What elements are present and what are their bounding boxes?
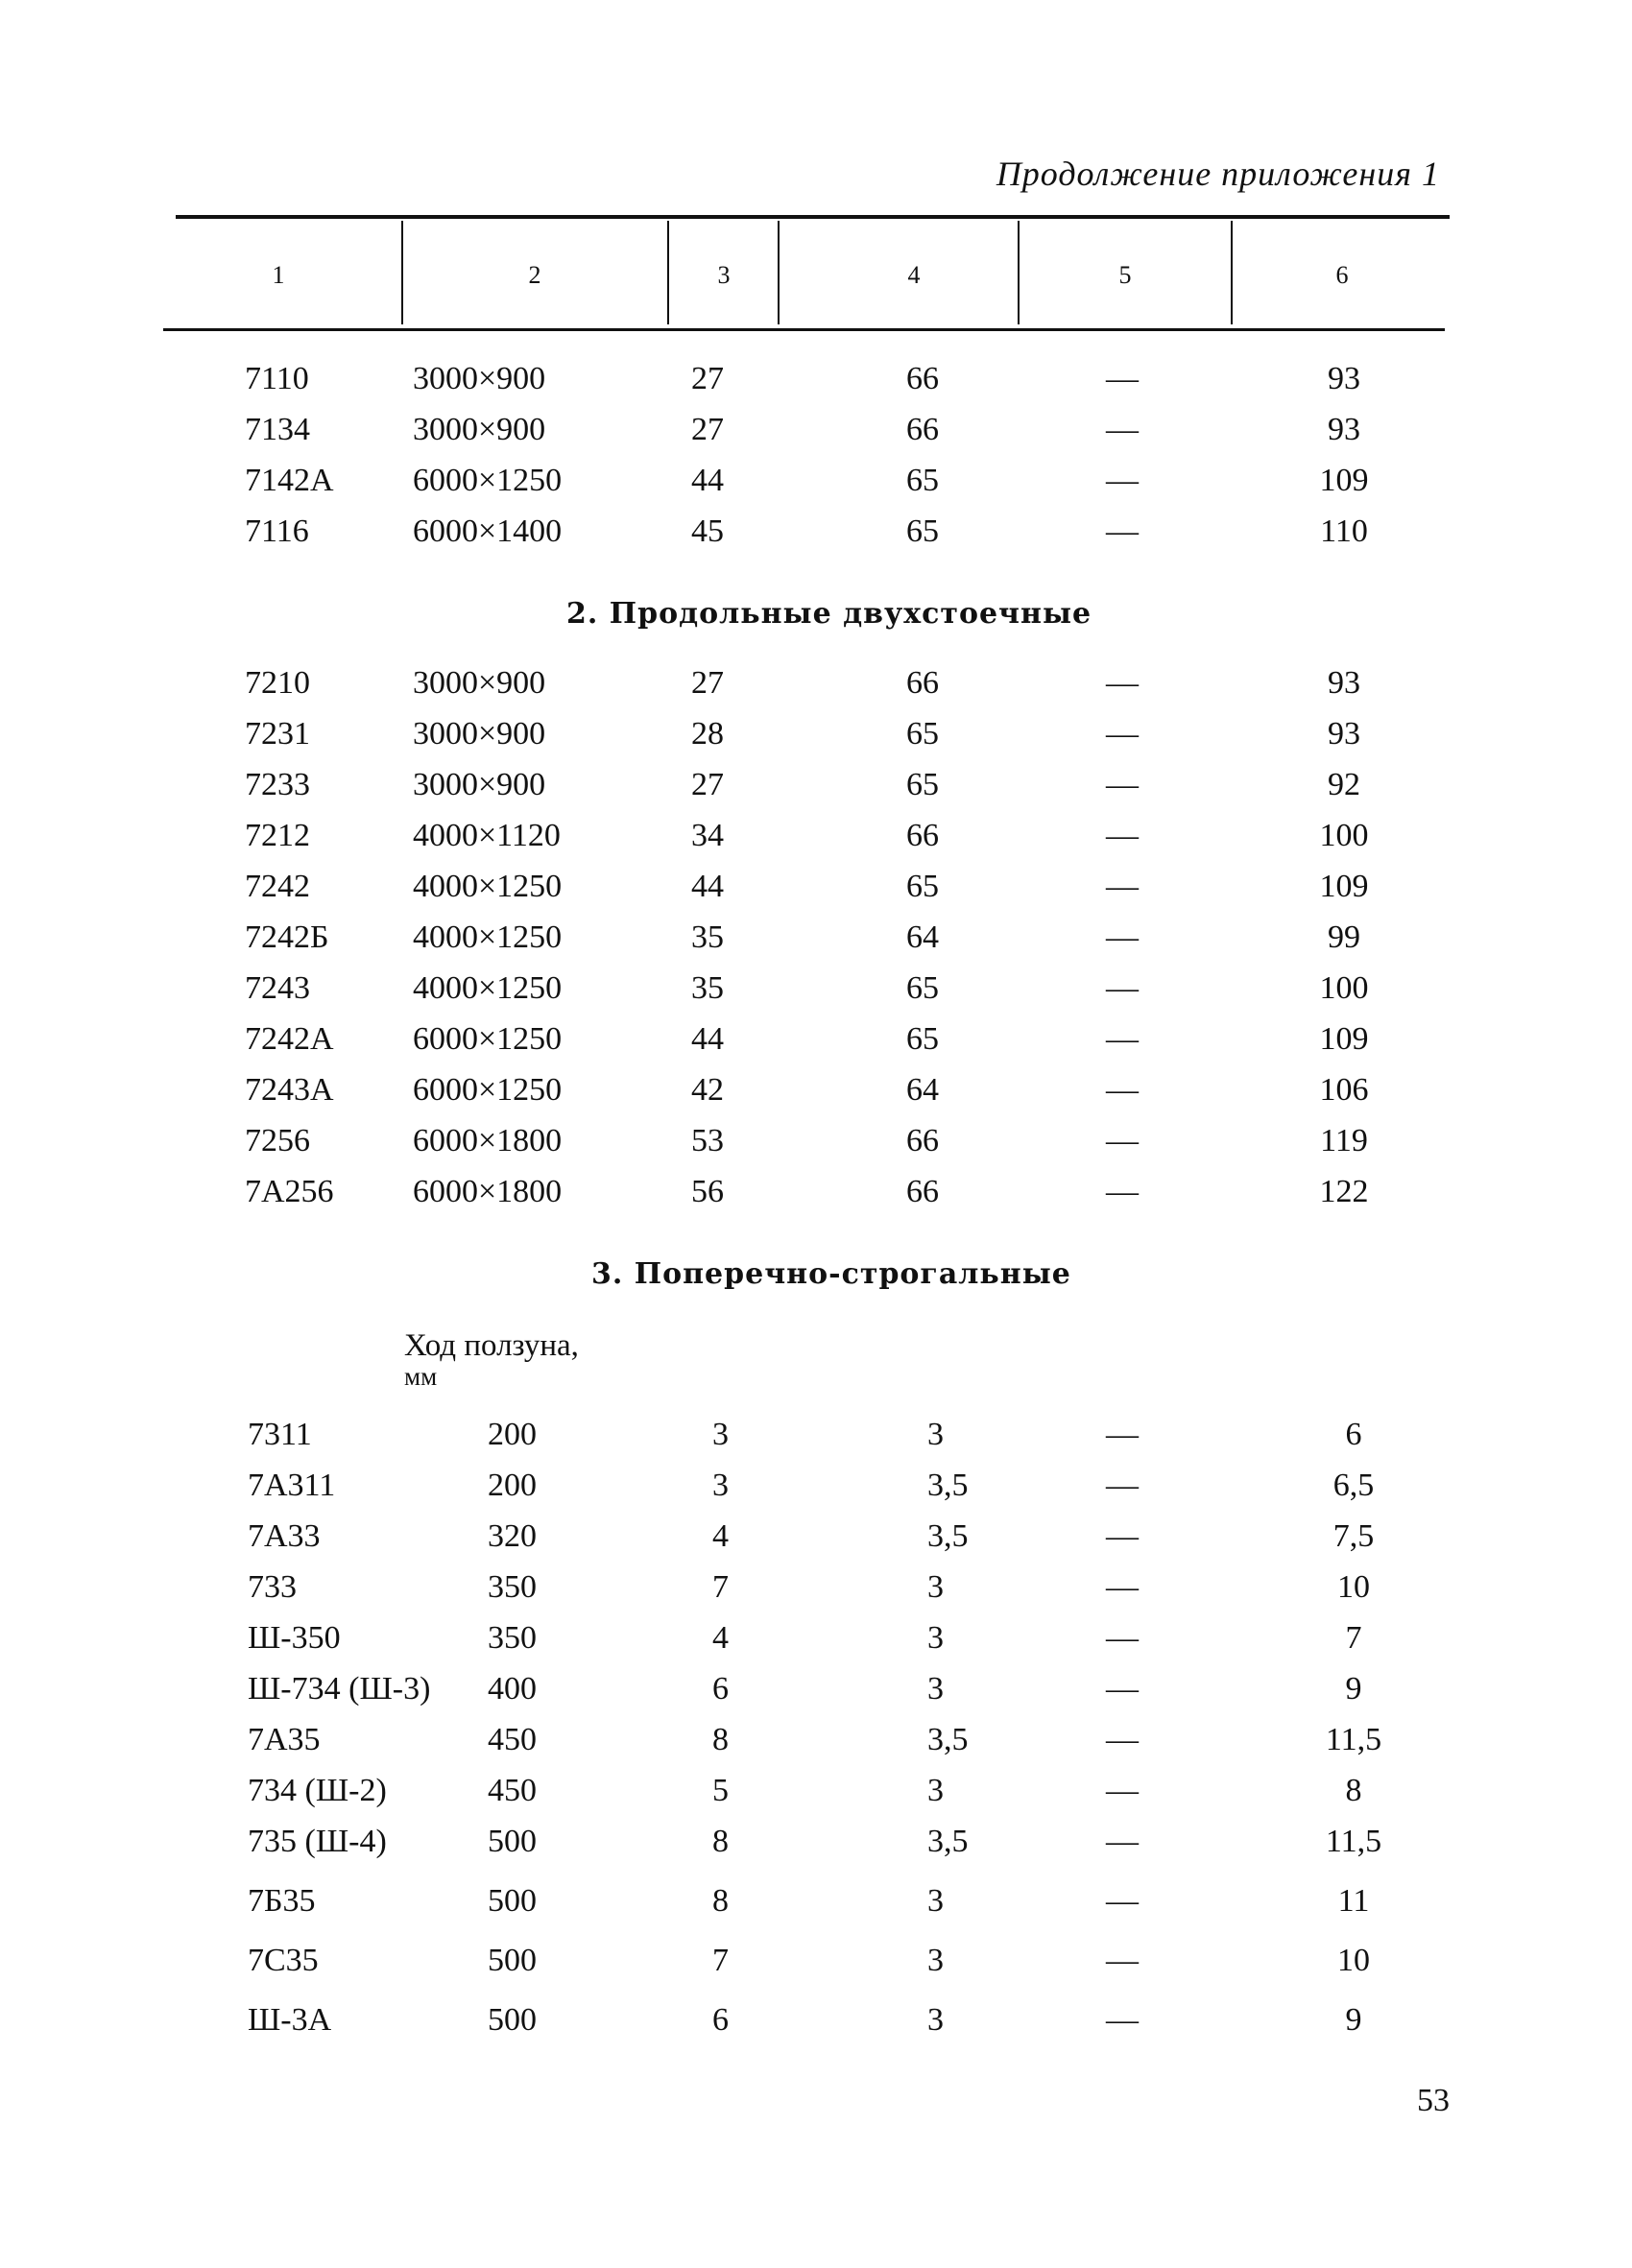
table-cell-col2: 6000×1800 <box>413 1123 563 1158</box>
table-cell-col4: 3 <box>927 1773 944 1808</box>
table-cell-col5: — <box>1106 716 1139 752</box>
table-cell-col3: 6 <box>712 2002 729 2038</box>
table-row <box>0 1072 1632 1123</box>
table-cell-col2: 6000×1800 <box>413 1174 563 1209</box>
table-cell-col6: 10 <box>1337 1569 1370 1605</box>
table-cell-col6: 100 <box>1319 970 1369 1006</box>
table-cell-col3: 8 <box>712 1883 729 1919</box>
table-cell-col6: 93 <box>1328 665 1360 701</box>
table-cell-col6: 6 <box>1345 1417 1362 1452</box>
table-cell-col4: 3,5 <box>927 1824 969 1859</box>
table-row <box>0 1021 1632 1072</box>
stroke-subheader-unit: мм <box>404 1361 438 1391</box>
table-cell-col4: 66 <box>906 361 939 396</box>
table-cell-col1: 7242Б <box>245 919 329 955</box>
table-cell-col6: 106 <box>1319 1072 1369 1108</box>
table-cell-col6: 9 <box>1345 2002 1362 2038</box>
table-cell-col3: 27 <box>691 665 724 701</box>
table-cell-col4: 3 <box>927 1943 944 1978</box>
table-row <box>0 665 1632 716</box>
table-cell-col5: — <box>1106 1722 1139 1757</box>
table-row <box>0 1569 1632 1620</box>
table-row <box>0 1824 1632 1874</box>
table-cell-col4: 65 <box>906 767 939 802</box>
table-header-rule <box>163 328 1445 331</box>
column-header-6: 6 <box>1335 261 1349 289</box>
table-row <box>0 412 1632 463</box>
table-cell-col4: 65 <box>906 513 939 549</box>
table-cell-col1: 7142А <box>245 463 334 498</box>
table-row <box>0 1174 1632 1225</box>
table-cell-col5: — <box>1106 412 1139 447</box>
column-header-5: 5 <box>1118 261 1132 289</box>
table-cell-col5: — <box>1106 970 1139 1006</box>
table-cell-col6: 100 <box>1319 818 1369 853</box>
table-cell-col5: — <box>1106 1174 1139 1209</box>
table-cell-col3: 28 <box>691 716 724 752</box>
table-cell-col6: 109 <box>1319 1021 1369 1057</box>
table-cell-col2: 4000×1250 <box>413 869 563 904</box>
table-cell-col1: 7242 <box>245 869 310 904</box>
table-cell-col5: — <box>1106 1883 1139 1919</box>
table-row <box>0 1943 1632 1993</box>
table-row <box>0 869 1632 919</box>
table-row <box>0 1123 1632 1174</box>
table-cell-col4: 66 <box>906 818 939 853</box>
table-cell-col5: — <box>1106 1569 1139 1605</box>
table-cell-col1: 7110 <box>245 361 309 396</box>
table-cell-col5: — <box>1106 513 1139 549</box>
table-cell-col1: 7256 <box>245 1123 310 1158</box>
table-cell-col1: 7134 <box>245 412 310 447</box>
table-cell-col4: 3 <box>927 1671 944 1707</box>
table-row <box>0 919 1632 970</box>
section-title-2: 2. Продольные двухстоечные <box>566 597 1092 631</box>
table-cell-col4: 3 <box>927 1883 944 1919</box>
continuation-caption: Продолжение приложения 1 <box>996 155 1440 193</box>
table-row <box>0 1468 1632 1518</box>
table-cell-col5: — <box>1106 463 1139 498</box>
table-cell-col5: — <box>1106 818 1139 853</box>
table-cell-col5: — <box>1106 767 1139 802</box>
table-row <box>0 1722 1632 1773</box>
table-cell-col3: 27 <box>691 767 724 802</box>
table-cell-col6: 93 <box>1328 716 1360 752</box>
table-cell-col4: 64 <box>906 919 939 955</box>
table-cell-col6: 99 <box>1328 919 1360 955</box>
table-cell-col4: 3 <box>927 1620 944 1656</box>
table-cell-col1: 7А256 <box>245 1174 334 1209</box>
table-cell-col4: 65 <box>906 716 939 752</box>
table-cell-col1: 7212 <box>245 818 310 853</box>
table-cell-col3: 8 <box>712 1722 729 1757</box>
table-cell-col4: 3,5 <box>927 1518 969 1554</box>
table-cell-col2: 350 <box>488 1569 537 1605</box>
table-cell-col5: — <box>1106 1620 1139 1656</box>
section-title-3: 3. Поперечно-строгальные <box>591 1257 1071 1291</box>
table-cell-col1: Ш-350 <box>248 1620 341 1656</box>
table-row <box>0 818 1632 869</box>
table-row <box>0 1518 1632 1569</box>
table-row <box>0 716 1632 767</box>
table-cell-col3: 34 <box>691 818 724 853</box>
table-cell-col2: 500 <box>488 1943 537 1978</box>
table-cell-col2: 4000×1120 <box>413 818 561 853</box>
table-cell-col4: 64 <box>906 1072 939 1108</box>
table-cell-col2: 450 <box>488 1722 537 1757</box>
table-cell-col1: 7С35 <box>248 1943 319 1978</box>
table-cell-col1: 7А33 <box>248 1518 321 1554</box>
table-cell-col1: 7231 <box>245 716 310 752</box>
table-cell-col2: 200 <box>488 1468 537 1503</box>
table-cell-col3: 27 <box>691 412 724 447</box>
table-cell-col4: 66 <box>906 1123 939 1158</box>
table-cell-col6: 11,5 <box>1325 1722 1382 1757</box>
table-cell-col3: 7 <box>712 1569 729 1605</box>
column-divider <box>401 221 403 324</box>
table-cell-col6: 119 <box>1320 1123 1368 1158</box>
table-row <box>0 970 1632 1021</box>
table-cell-col2: 3000×900 <box>413 665 546 701</box>
table-cell-col1: 735 (Ш-4) <box>248 1824 387 1859</box>
column-header-2: 2 <box>528 261 541 289</box>
table-cell-col3: 56 <box>691 1174 724 1209</box>
stroke-subheader-label: Ход ползуна, <box>404 1328 579 1363</box>
table-cell-col2: 3000×900 <box>413 412 546 447</box>
table-cell-col3: 44 <box>691 463 724 498</box>
table-cell-col3: 35 <box>691 919 724 955</box>
table-cell-col1: 7Б35 <box>248 1883 316 1919</box>
table-row <box>0 1883 1632 1934</box>
table-cell-col1: 7210 <box>245 665 310 701</box>
table-cell-col6: 10 <box>1337 1943 1370 1978</box>
table-cell-col2: 3000×900 <box>413 361 546 396</box>
table-cell-col4: 3 <box>927 1569 944 1605</box>
table-cell-col2: 450 <box>488 1773 537 1808</box>
table-cell-col2: 6000×1250 <box>413 1021 563 1057</box>
table-cell-col1: 7311 <box>248 1417 312 1452</box>
table-cell-col2: 3000×900 <box>413 767 546 802</box>
table-cell-col3: 42 <box>691 1072 724 1108</box>
table-cell-col2: 500 <box>488 1824 537 1859</box>
table-cell-col1: 7116 <box>245 513 309 549</box>
table-cell-col1: 7А311 <box>248 1468 336 1503</box>
table-cell-col1: 7233 <box>245 767 310 802</box>
page-number: 53 <box>1417 2083 1450 2118</box>
table-cell-col5: — <box>1106 1824 1139 1859</box>
table-cell-col5: — <box>1106 1671 1139 1707</box>
table-cell-col6: 92 <box>1328 767 1360 802</box>
table-cell-col3: 4 <box>712 1620 729 1656</box>
table-cell-col6: 11,5 <box>1325 1824 1382 1859</box>
table-cell-col5: — <box>1106 1943 1139 1978</box>
table-cell-col5: — <box>1106 2002 1139 2038</box>
table-cell-col2: 4000×1250 <box>413 919 563 955</box>
column-divider <box>778 221 780 324</box>
table-cell-col2: 6000×1250 <box>413 463 563 498</box>
table-cell-col3: 7 <box>712 1943 729 1978</box>
table-cell-col6: 109 <box>1319 463 1369 498</box>
table-cell-col4: 66 <box>906 1174 939 1209</box>
table-cell-col5: — <box>1106 1417 1139 1452</box>
table-cell-col1: Ш-3А <box>248 2002 332 2038</box>
column-header-1: 1 <box>272 261 285 289</box>
table-cell-col2: 4000×1250 <box>413 970 563 1006</box>
table-cell-col3: 5 <box>712 1773 729 1808</box>
table-cell-col2: 400 <box>488 1671 537 1707</box>
table-row <box>0 1620 1632 1671</box>
table-cell-col4: 3 <box>927 1417 944 1452</box>
table-cell-col4: 65 <box>906 970 939 1006</box>
table-cell-col1: 733 <box>248 1569 297 1605</box>
table-cell-col5: — <box>1106 919 1139 955</box>
table-cell-col3: 53 <box>691 1123 724 1158</box>
table-cell-col6: 6,5 <box>1332 1468 1375 1503</box>
table-cell-col5: — <box>1106 1518 1139 1554</box>
table-cell-col2: 350 <box>488 1620 537 1656</box>
column-header-4: 4 <box>907 261 921 289</box>
table-cell-col3: 45 <box>691 513 724 549</box>
table-cell-col3: 3 <box>712 1417 729 1452</box>
column-divider <box>667 221 669 324</box>
table-cell-col6: 110 <box>1320 513 1368 549</box>
table-cell-col4: 3,5 <box>927 1468 969 1503</box>
table-cell-col3: 44 <box>691 1021 724 1057</box>
table-cell-col2: 6000×1400 <box>413 513 563 549</box>
table-cell-col4: 3,5 <box>927 1722 969 1757</box>
table-cell-col5: — <box>1106 1468 1139 1503</box>
table-cell-col2: 500 <box>488 1883 537 1919</box>
table-cell-col3: 8 <box>712 1824 729 1859</box>
table-cell-col4: 3 <box>927 2002 944 2038</box>
table-row <box>0 767 1632 818</box>
table-cell-col5: — <box>1106 1072 1139 1108</box>
table-cell-col6: 7 <box>1345 1620 1362 1656</box>
table-cell-col6: 93 <box>1328 361 1360 396</box>
table-cell-col5: — <box>1106 869 1139 904</box>
column-divider <box>1231 221 1233 324</box>
table-row <box>0 1417 1632 1468</box>
table-cell-col6: 11 <box>1337 1883 1370 1919</box>
table-cell-col3: 27 <box>691 361 724 396</box>
table-cell-col6: 93 <box>1328 412 1360 447</box>
table-cell-col3: 6 <box>712 1671 729 1707</box>
table-cell-col4: 65 <box>906 1021 939 1057</box>
table-cell-col1: 7242А <box>245 1021 334 1057</box>
table-cell-col2: 200 <box>488 1417 537 1452</box>
table-row <box>0 1671 1632 1722</box>
table-cell-col3: 3 <box>712 1468 729 1503</box>
table-cell-col2: 3000×900 <box>413 716 546 752</box>
column-divider <box>1018 221 1020 324</box>
table-cell-col5: — <box>1106 665 1139 701</box>
table-cell-col5: — <box>1106 1773 1139 1808</box>
table-row <box>0 463 1632 513</box>
table-cell-col6: 7,5 <box>1332 1518 1375 1554</box>
table-cell-col1: 734 (Ш-2) <box>248 1773 387 1808</box>
table-cell-col2: 320 <box>488 1518 537 1554</box>
table-cell-col2: 6000×1250 <box>413 1072 563 1108</box>
table-cell-col4: 66 <box>906 412 939 447</box>
table-cell-col1: 7243А <box>245 1072 334 1108</box>
table-cell-col5: — <box>1106 1021 1139 1057</box>
table-row <box>0 2002 1632 2053</box>
table-cell-col6: 8 <box>1345 1773 1362 1808</box>
table-row <box>0 513 1632 564</box>
table-row <box>0 1773 1632 1824</box>
table-top-rule <box>176 215 1450 219</box>
table-cell-col3: 44 <box>691 869 724 904</box>
table-cell-col1: Ш-734 (Ш-3) <box>248 1671 431 1707</box>
table-cell-col6: 122 <box>1319 1174 1369 1209</box>
table-row <box>0 361 1632 412</box>
column-header-3: 3 <box>717 261 731 289</box>
table-cell-col1: 7А35 <box>248 1722 321 1757</box>
table-cell-col1: 7243 <box>245 970 310 1006</box>
table-cell-col4: 65 <box>906 869 939 904</box>
table-cell-col5: — <box>1106 361 1139 396</box>
table-cell-col2: 500 <box>488 2002 537 2038</box>
table-cell-col4: 66 <box>906 665 939 701</box>
stroke-subheader <box>404 1329 579 1390</box>
table-cell-col6: 109 <box>1319 869 1369 904</box>
table-cell-col6: 9 <box>1345 1671 1362 1707</box>
table-cell-col4: 65 <box>906 463 939 498</box>
table-cell-col3: 4 <box>712 1518 729 1554</box>
table-cell-col5: — <box>1106 1123 1139 1158</box>
table-cell-col3: 35 <box>691 970 724 1006</box>
